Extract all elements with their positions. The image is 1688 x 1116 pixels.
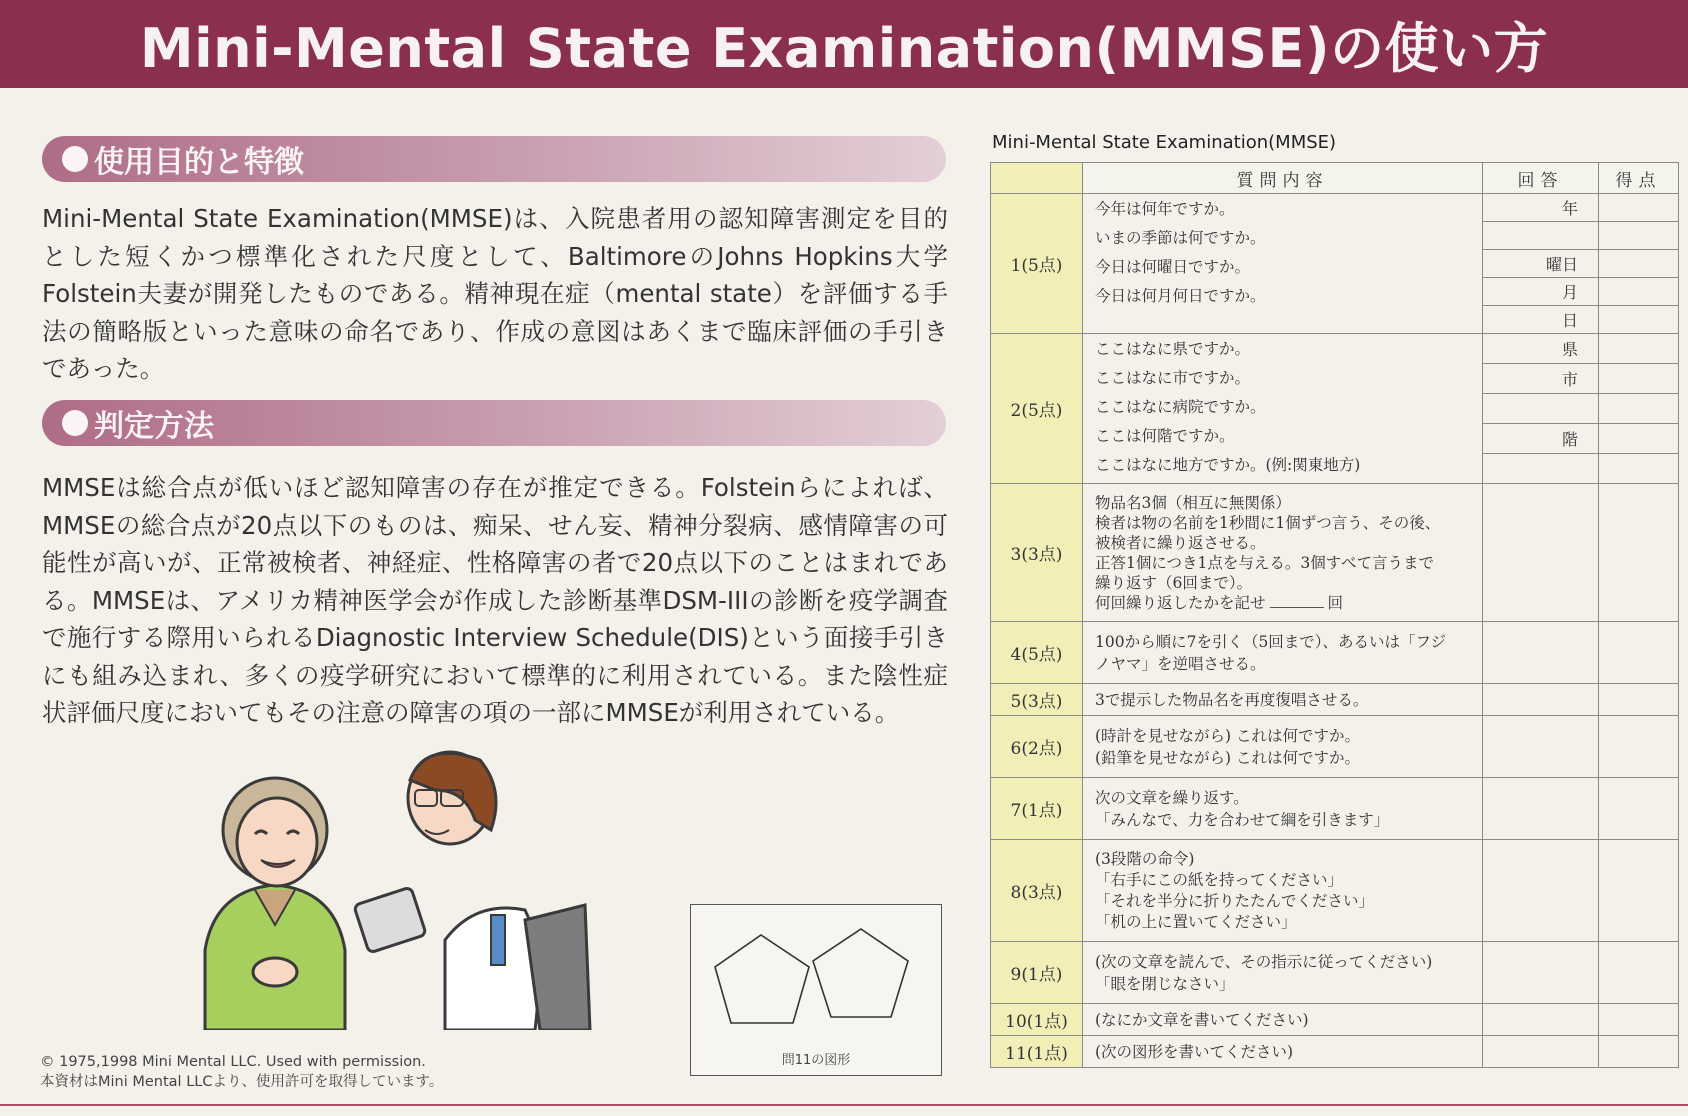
score-cell <box>1599 250 1679 278</box>
answer-cell: 市 <box>1483 364 1599 394</box>
header-banner <box>0 0 1688 88</box>
method-paragraph: MMSEは総合点が低いほど認知障害の存在が推定できる。Folsteinらによれば、MMSEの総合点が20点以下のものは、痴呆、せん妄、精神分裂病、感情障害の可能性が高いが、正常被検者、神経症、性格障害の者で20点以下のことはまれである。MMSEは、アメリカ精神医学会が作成した診断基準DSM-IIIの診断を疫学調査で施行する際用いられるDiagnostic Interview Schedule(DIS)という面接手引きにも組み込まれ、多くの疫学研究において標準的に利用されている。また陰性症状評価尺度においてもその注意の障害の項の一部にMMSEが利用されている。 <box>42 473 948 727</box>
question-content <box>1083 334 1483 484</box>
table-row <box>991 716 1679 778</box>
question-label: 1(5点) <box>991 194 1083 334</box>
table-header-row <box>991 163 1679 194</box>
header-question-number <box>991 163 1083 194</box>
header-content: 質問内容 <box>1083 163 1483 194</box>
answer-cell: 日 <box>1483 306 1599 334</box>
score-cell <box>1599 364 1679 394</box>
answer-cell <box>1483 1036 1599 1068</box>
question-line: 物品名3個（相互に無関係） <box>1095 493 1291 512</box>
score-cell <box>1599 622 1679 684</box>
question-label: 9(1点) <box>991 942 1083 1004</box>
repeat-count-unit: 回 <box>1327 593 1344 612</box>
question-line <box>1095 593 1482 613</box>
question-line: ここはなに病院ですか。 <box>1095 398 1266 416</box>
table-row <box>991 622 1679 684</box>
bullet-icon <box>62 410 88 436</box>
table-row <box>991 1036 1679 1068</box>
table-row <box>991 840 1679 942</box>
page-title: Mini-Mental State Examination(MMSE)の使い方 <box>139 16 1549 80</box>
question-content <box>1083 194 1483 334</box>
score-cell <box>1599 1036 1679 1068</box>
copyright-line-1: © 1975,1998 Mini Mental LLC. Used with permission. <box>40 1054 426 1070</box>
question-line: ここは何階ですか。 <box>1095 427 1235 445</box>
question-label: 6(2点) <box>991 716 1083 778</box>
question-label: 8(3点) <box>991 840 1083 942</box>
section-heading-method <box>42 400 946 446</box>
table-row <box>991 778 1679 840</box>
question-line: 正答1個につき1点を与える。3個すべて言うまで <box>1095 553 1434 572</box>
score-cell <box>1599 394 1679 424</box>
doctor-figure <box>354 752 590 1030</box>
bullet-icon <box>62 146 88 172</box>
answer-cell <box>1483 222 1599 250</box>
question-label: 7(1点) <box>991 778 1083 840</box>
question-line: ここはなに市ですか。 <box>1095 369 1251 387</box>
table-row <box>991 484 1679 622</box>
question-label: 11(1点) <box>991 1036 1083 1068</box>
question-content: (次の図形を書いてください) <box>1083 1036 1483 1068</box>
answer-cell: 階 <box>1483 424 1599 454</box>
answer-cell: 月 <box>1483 278 1599 306</box>
header-score: 得点 <box>1599 163 1679 194</box>
question-line: (鉛筆を見せながら) これは何ですか。 <box>1095 748 1361 767</box>
question-label: 2(5点) <box>991 334 1083 484</box>
repeat-count-label: 何回繰り返したかを記せ <box>1095 593 1266 612</box>
question-line: 「机の上に置いてください」 <box>1095 912 1297 931</box>
question-line: ここはなに地方ですか。(例:関東地方) <box>1095 456 1361 474</box>
score-cell <box>1599 484 1679 622</box>
score-cell <box>1599 1004 1679 1036</box>
score-cell <box>1599 454 1679 484</box>
score-cell <box>1599 194 1679 222</box>
overlapping-pentagons-figure <box>691 905 941 1045</box>
score-cell <box>1599 942 1679 1004</box>
question-line: 今日は何曜日ですか。 <box>1095 258 1251 276</box>
question-content <box>1083 484 1483 622</box>
copyright-line-2: 本資材はMini Mental LLCより、使用許可を取得しています。 <box>40 1074 444 1090</box>
question-line: 検者は物の名前を1秒間に1個ずつ言う、その後、 <box>1095 513 1441 532</box>
repeat-count-blank <box>1270 593 1324 608</box>
question-line: ノヤマ」を逆唱させる。 <box>1095 654 1266 673</box>
score-cell <box>1599 716 1679 778</box>
score-cell <box>1599 424 1679 454</box>
score-cell <box>1599 778 1679 840</box>
answer-cell <box>1483 778 1599 840</box>
score-cell <box>1599 684 1679 716</box>
question-content <box>1083 942 1483 1004</box>
section-heading-purpose <box>42 136 946 182</box>
question-line: (時計を見せながら) これは何ですか。 <box>1095 726 1361 745</box>
answer-cell <box>1483 394 1599 424</box>
figure-box-question-11 <box>690 904 942 1076</box>
answer-cell <box>1483 1004 1599 1036</box>
question-label: 4(5点) <box>991 622 1083 684</box>
table-title: Mini-Mental State Examination(MMSE) <box>992 132 1337 153</box>
question-content <box>1083 716 1483 778</box>
section-title: 使用目的と特徴 <box>94 145 304 180</box>
answer-cell: 年 <box>1483 194 1599 222</box>
answer-cell <box>1483 840 1599 942</box>
figure-caption: 問11の図形 <box>781 1053 851 1068</box>
bottom-divider <box>0 1104 1688 1106</box>
copyright-notice <box>40 1052 443 1092</box>
table-row <box>991 684 1679 716</box>
question-line: 被検者に繰り返させる。 <box>1095 533 1266 552</box>
question-line: ここはなに県ですか。 <box>1095 340 1251 358</box>
answer-cell <box>1483 454 1599 484</box>
question-content <box>1083 778 1483 840</box>
question-line: 今年は何年ですか。 <box>1095 200 1235 218</box>
score-cell <box>1599 222 1679 250</box>
question-line: 「みんなで、力を合わせて綱を引きます」 <box>1095 810 1390 829</box>
question-label: 3(3点) <box>991 484 1083 622</box>
table-row <box>991 942 1679 1004</box>
header-answer: 回答 <box>1483 163 1599 194</box>
question-label: 10(1点) <box>991 1004 1083 1036</box>
table-row <box>991 334 1679 364</box>
doctor-patient-illustration <box>195 750 605 1030</box>
answer-cell <box>1483 684 1599 716</box>
answer-cell: 曜日 <box>1483 250 1599 278</box>
question-content: 3で提示した物品名を再度復唱させる。 <box>1083 684 1483 716</box>
score-cell <box>1599 334 1679 364</box>
question-line: (次の文章を読んで、その指示に従ってください) <box>1095 952 1433 971</box>
score-cell <box>1599 840 1679 942</box>
answer-cell <box>1483 622 1599 684</box>
answer-cell <box>1483 716 1599 778</box>
question-line: 次の文章を繰り返す。 <box>1095 788 1249 807</box>
question-content: (なにか文章を書いてください) <box>1083 1004 1483 1036</box>
table-row <box>991 1004 1679 1036</box>
question-line: 「右手にこの紙を持ってください」 <box>1095 870 1344 889</box>
score-cell <box>1599 278 1679 306</box>
question-line: (3段階の命令) <box>1095 849 1195 868</box>
question-line: 「眼を閉じなさい」 <box>1095 974 1235 993</box>
answer-cell <box>1483 484 1599 622</box>
table-row <box>991 194 1679 222</box>
purpose-paragraph: Mini-Mental State Examination(MMSE)は、入院患者用の認知障害測定を目的とした短くかつ標準化された尺度として、BaltimoreのJohns Hopkins大学Folstein夫妻が開発したものである。精神現在症（mental state）を評価する手法の簡略版といった意味の命名であり、作成の意図はあくまで臨床評価の手引きであった。 <box>42 204 948 383</box>
question-content <box>1083 622 1483 684</box>
question-line: 100から順に7を引く（5回まで）、あるいは「フジ <box>1095 632 1446 651</box>
answer-cell <box>1483 942 1599 1004</box>
question-line: 「それを半分に折りたたんでください」 <box>1095 891 1375 910</box>
elderly-woman-figure <box>205 778 345 1030</box>
mmse-table <box>990 162 1679 1068</box>
question-line: 繰り返す（6回まで）。 <box>1095 573 1253 592</box>
section-title: 判定方法 <box>94 409 214 444</box>
question-content <box>1083 840 1483 942</box>
question-label: 5(3点) <box>991 684 1083 716</box>
answer-cell: 県 <box>1483 334 1599 364</box>
question-line: 今日は何月何日ですか。 <box>1095 287 1266 305</box>
question-line: いまの季節は何ですか。 <box>1095 229 1266 247</box>
score-cell <box>1599 306 1679 334</box>
